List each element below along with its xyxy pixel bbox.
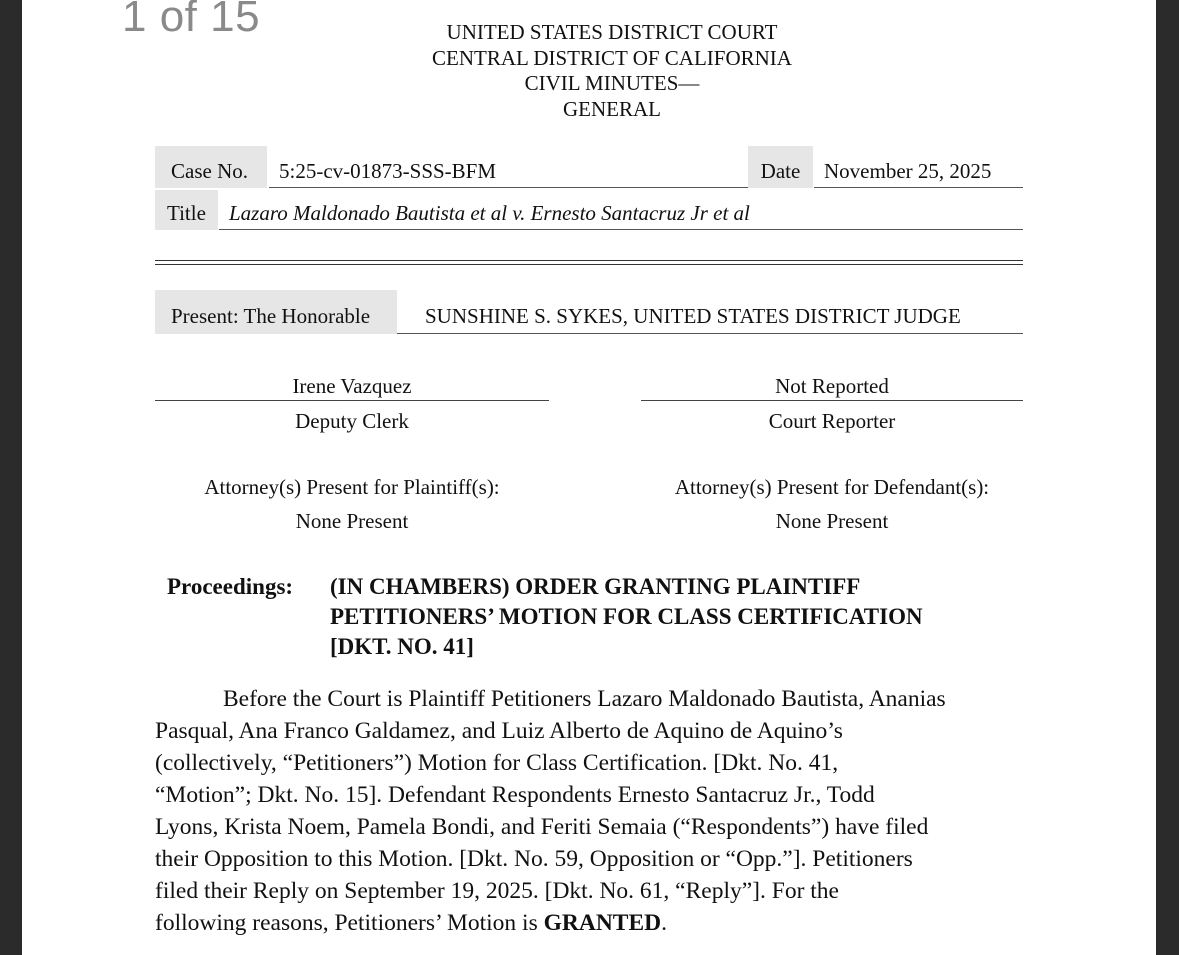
court-header xyxy=(352,20,872,122)
divider-rule xyxy=(155,260,1023,261)
ruling-granted: GRANTED xyxy=(543,910,662,936)
body-text: . xyxy=(661,910,667,936)
body-text: following reasons, Petitioners’ Motion is xyxy=(155,910,544,936)
reporter-signature-line xyxy=(641,400,1023,401)
body-line: “Motion”; Dkt. No. 15]. Defendant Respondents Ernesto Santacruz Jr., Todd xyxy=(155,782,875,808)
body-line: their Opposition to this Motion. [Dkt. No. 59, Opposition or “Opp.”]. Petitioners xyxy=(155,846,913,872)
document-subtype: GENERAL xyxy=(563,96,661,121)
defendant-attorney-label: Attorney(s) Present for Defendant(s): xyxy=(674,475,990,499)
page-counter: 1 of 15 xyxy=(122,0,261,41)
body-line-last xyxy=(155,907,1035,939)
plaintiff-attorney-label: Attorney(s) Present for Plaintiff(s): xyxy=(204,475,500,499)
defendant-attorney-value: None Present xyxy=(775,509,889,533)
court-name: UNITED STATES DISTRICT COURT xyxy=(446,20,778,44)
body-paragraph xyxy=(155,683,1035,939)
document-type: CIVIL MINUTES— xyxy=(524,71,700,95)
reporter-role: Court Reporter xyxy=(768,409,896,433)
title-label: Title xyxy=(155,190,218,230)
proceedings-label: Proceedings: xyxy=(167,574,294,599)
date-label: Date xyxy=(748,146,813,188)
present-label: Present: The Honorable xyxy=(155,290,397,334)
date-value: November 25, 2025 xyxy=(814,146,1023,188)
body-line: Lyons, Krista Noem, Pamela Bondi, and Feriti Semaia (“Respondents”) have filed xyxy=(155,814,929,840)
clerk-name: Irene Vazquez xyxy=(292,374,412,398)
proceedings-title-line: PETITIONERS’ MOTION FOR CLASS CERTIFICATION xyxy=(330,604,923,629)
body-line: Pasqual, Ana Franco Galdamez, and Luiz Alberto de Aquino de Aquino’s xyxy=(155,718,843,744)
judge-name: SUNSHINE S. SYKES, UNITED STATES DISTRICT JUDGE xyxy=(397,290,1023,334)
proceedings-title-line: [DKT. NO. 41] xyxy=(330,634,474,659)
body-line: Before the Court is Plaintiff Petitioners Lazaro Maldonado Bautista, Ananias xyxy=(223,686,946,712)
proceedings-title xyxy=(330,572,1030,662)
reporter-name: Not Reported xyxy=(775,374,889,398)
document-page xyxy=(22,0,1156,955)
proceedings-title-line: (IN CHAMBERS) ORDER GRANTING PLAINTIFF xyxy=(330,574,861,599)
body-line: filed their Reply on September 19, 2025. [Dkt. No. 61, “Reply”]. For the xyxy=(155,878,839,904)
clerk-signature-line xyxy=(155,400,549,401)
clerk-role: Deputy Clerk xyxy=(295,409,409,433)
case-no-value: 5:25-cv-01873-SSS-BFM xyxy=(269,146,749,188)
body-line: (collectively, “Petitioners”) Motion for Class Certification. [Dkt. No. 41, xyxy=(155,750,839,776)
case-no-label: Case No. xyxy=(155,146,267,188)
plaintiff-attorney-value: None Present xyxy=(295,509,409,533)
case-title-value: Lazaro Maldonado Bautista et al v. Ernesto Santacruz Jr et al xyxy=(219,190,1023,230)
divider-rule xyxy=(155,264,1023,265)
court-district: CENTRAL DISTRICT OF CALIFORNIA xyxy=(432,45,792,70)
